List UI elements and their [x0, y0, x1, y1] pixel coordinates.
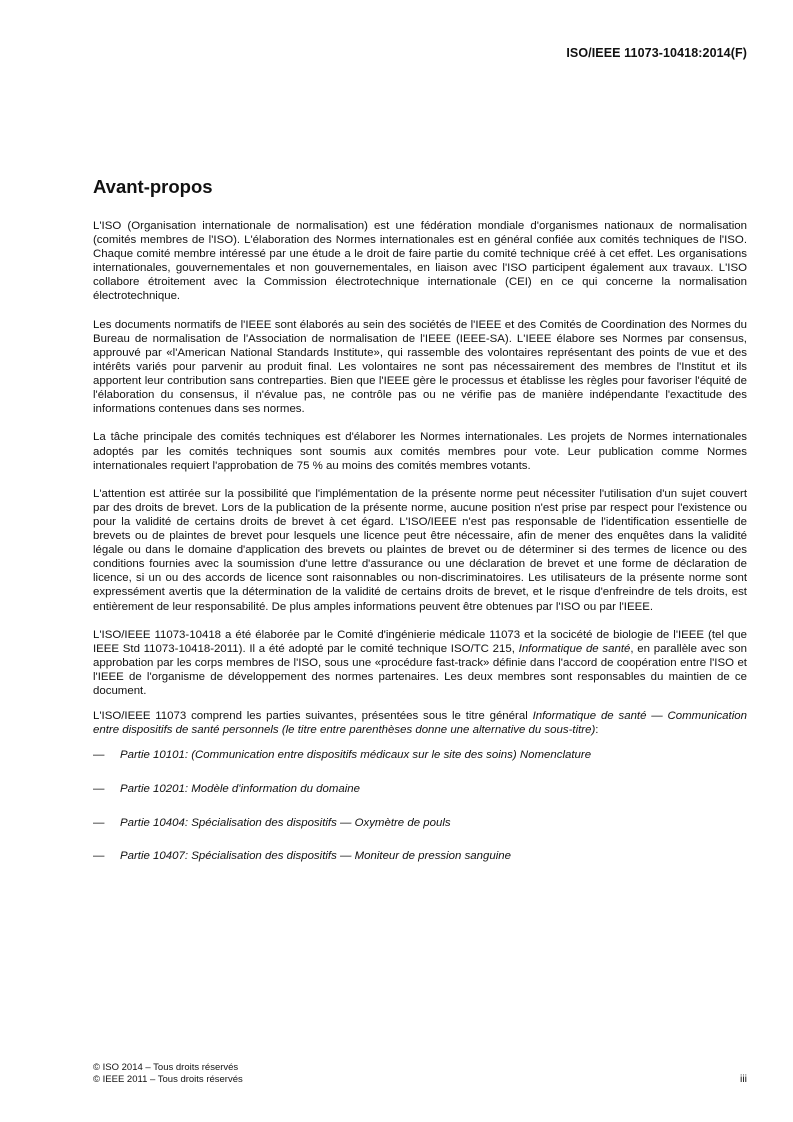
list-item	[93, 748, 747, 762]
paragraph-italic-text: Informatique de santé	[518, 642, 631, 655]
list-item-text: Partie 10407: Spécialisation des dispositifs — Moniteur de pression sanguine	[120, 850, 512, 863]
list-item-text: Partie 10201: Modèle d'information du domaine	[120, 782, 360, 795]
document-identifier: ISO/IEEE 11073-10418:2014(F)	[566, 46, 747, 60]
section-title: Avant-propos	[93, 176, 213, 197]
copyright-iso: © ISO 2014 – Tous droits réservés	[93, 1062, 239, 1073]
list-item	[93, 849, 747, 863]
list-dash: —	[93, 749, 105, 762]
paragraph-standard-origin	[93, 628, 747, 698]
list-item	[93, 782, 747, 796]
paragraph-text: L'ISO/IEEE 11073-10418 a été élaborée par le Comité d'ingénierie médicale 11073 et la socicété de biologie de l'IEEE (tel que IEEE Std 11073-10418-2011). Il a été adopté par le comité technique ISO/TC 215,	[93, 628, 747, 655]
paragraph-text: , en parallèle avec son approbation par les corps membres de l'ISO, sous une «procédure fast-track» définie dans l'accord de coopération entre l'ISO et l'IEEE de l'organisme de développement des normes partenaires. Les deux membres sont responsables du maintien de ce document.	[93, 642, 747, 698]
foreword-body	[93, 219, 747, 883]
paragraph-iso-intro: L'ISO (Organisation internationale de normalisation) est une fédération mondiale d'organismes nationaux de normalisation (comités membres de l'ISO). L'élaboration des Normes internationales est en général confiée aux comités techniques de l'ISO. Chaque comité membre intéressé par une étude a le droit de faire partie du comité technique créé à cet effet. Les organisations internationales, gouvernementales et non gouvernementales, en liaison avec l'ISO participent également aux travaux. L'ISO collabore étroitement avec la Commission électrotechnique internationale (CEI) en ce qui concerne la normalisation électrotechnique.	[93, 220, 747, 303]
page-footer	[93, 1062, 243, 1085]
paragraph-patent-notice: L'attention est attirée sur la possibilité que l'implémentation de la présente norme peut nécessiter l'utilisation d'un sujet couvert par des droits de brevet. Lors de la publication de la présente norme, aucune position n'est prise par respect pour l'existence ou pour la validité de certains droits de brevet à cet égard. L'ISO/IEEE n'est pas responsable de l'identification essentielle de brevets ou de plaintes de brevet pour lesquels une licence peut être nécessaire, afin de mener des enquêtes dans la validité légale ou dans le domaine d'application des brevets ou plaintes de brevet ou de déterminer si des termes de licence ou des conditions fournies avec la soumission d'une lettre d'assurance ou une déclaration de brevet et une forme de déclaration de licence, si un ou des accords de licence sont raisonnables ou non-discriminatoires. Les utilisateurs de la présente norme sont expressément avertis que la détermination de la validité de certains droits de brevet, et le risque d'enfreindre de tels droits, est entièrement de leur responsabilité. De plus amples informations peuvent être obtenues par l'ISO ou par l'IEEE.	[93, 487, 747, 613]
paragraph-text: L'ISO/IEEE 11073 comprend les parties suivantes, présentées sous le titre général	[93, 710, 533, 723]
parts-list	[93, 748, 747, 863]
list-item-text: Partie 10404: Spécialisation des dispositifs — Oxymètre de pouls	[120, 816, 451, 829]
paragraph-italic-text: Informatique de santé — Communication entre dispositifs de santé personnels (le titre entre parenthèses donne une alternative du sous-titre)	[93, 710, 747, 737]
list-dash: —	[93, 782, 105, 795]
list-dash: —	[93, 850, 105, 863]
list-dash: —	[93, 816, 105, 829]
copyright-ieee: © IEEE 2011 – Tous droits réservés	[93, 1073, 243, 1085]
list-item	[93, 816, 747, 830]
page-number: iii	[740, 1073, 747, 1085]
paragraph-technical-committees: La tâche principale des comités techniques est d'élaborer les Normes internationales. Les projets de Normes internationales adoptés par les comités techniques sont soumis aux comités membres pour vote. Leur publication comme Normes internationales requiert l'approbation de 75 % au moins des comités membres votants.	[93, 431, 747, 472]
list-item-text: Partie 10101: (Communication entre dispositifs médicaux sur le site des soins) Nomenclature	[120, 749, 592, 762]
paragraph-text: :	[595, 724, 599, 737]
paragraph-parts-intro	[93, 709, 747, 737]
paragraph-ieee-intro: Les documents normatifs de l'IEEE sont élaborés au sein des sociétés de l'IEEE et des Comités de Coordination des Normes du Bureau de normalisation de l'Association de normalisation de l'IEEE (IEEE-SA). L'IEEE élabore ses Normes par consensus, approuvé par «l'American National Standards Institute», qui rassemble des volontaires représentant des points de vue et des intérêts variés pour parvenir au produit final. Les volontaires ne sont pas nécessairement des membres de l'Institut et ils apportent leur contribution sans contreparties. Bien que l'IEEE gère le processus et établisse les règles pour favoriser l'équité de l'élaboration du consensus, il n'évalue pas, ne contrôle pas ou ne vérifie pas de manière indépendante l'exactitude des informations contenues dans ses normes.	[93, 318, 747, 416]
